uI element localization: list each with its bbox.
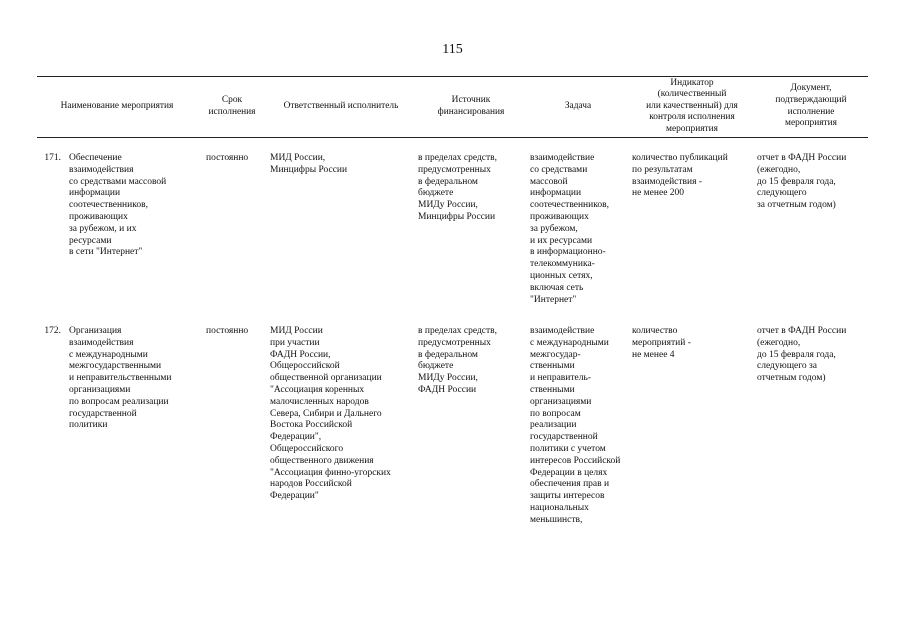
- header-name: Наименование мероприятия: [60, 100, 174, 111]
- row-executor: МИД России при участии ФАДН России, Общероссийской общественной организации "Ассоциация коренных малочисленных народов Севера, Сибири и Дальнего Востока Российской Федерации", Общероссийского общественного движения "Ассоциация финно-угорских народов Российской Федерации": [270, 326, 391, 502]
- row-indicator: количество мероприятий - не менее 4: [632, 326, 691, 360]
- row-document: отчет в ФАДН России (ежегодно, до 15 февраля года, следующего за отчетным годом): [757, 153, 847, 211]
- row-number: 171.: [44, 153, 61, 163]
- header-funding: Источник финансирования: [437, 94, 505, 117]
- header-executor: Ответственный исполнитель: [283, 100, 399, 111]
- row-indicator: количество публикаций по результатам взаимодействия - не менее 200: [632, 153, 728, 199]
- row-term: постоянно: [206, 153, 249, 163]
- row-number: 172.: [44, 326, 61, 336]
- row-term: постоянно: [206, 326, 249, 336]
- header-document: Документ, подтверждающий исполнение мероприятия: [775, 83, 847, 129]
- row-funding: в пределах средств, предусмотренных в федеральном бюджете МИДу России, ФАДН России: [418, 326, 498, 395]
- row-document: отчет в ФАДН России (ежегодно, до 15 февраля года, следующего за отчетным годом): [757, 326, 847, 384]
- header-indicator: Индикатор (количественный или качественный) для контроля исполнения мероприятия: [646, 77, 738, 134]
- row-name: Обеспечение взаимодействия со средствами массовой информации соотечественников, проживающих за рубежом, и их ресурсами в сети "Интернет": [69, 153, 167, 258]
- page-number: 115: [442, 42, 463, 57]
- header-task: Задача: [564, 100, 592, 111]
- row-funding: в пределах средств, предусмотренных в федеральном бюджете МИДу России, Минцифры России: [418, 153, 498, 222]
- row-task: взаимодействие с международными межгосудар- ственными и неправитель- ственными организациями по вопросам реализации государственной политики с учетом интересов Российской Федерации в целях обеспечения прав и защиты интересов национальных меньшинств,: [530, 326, 621, 525]
- row-executor: МИД России, Минцифры России: [270, 153, 348, 175]
- table-header-bottom-rule: [37, 137, 868, 138]
- row-name: Организация взаимодействия с международными межгосударственными и неправительственными организациями по вопросам реализации государственной политики: [69, 326, 172, 431]
- header-term: Срок исполнения: [208, 94, 256, 117]
- table-header-top-rule: [37, 76, 868, 77]
- row-task: взаимодействие со средствами массовой информации соотечественников, проживающих за рубежом, и их ресурсами в информационно- телекоммуника- ционных сетях, включая сеть "Интернет": [530, 153, 609, 305]
